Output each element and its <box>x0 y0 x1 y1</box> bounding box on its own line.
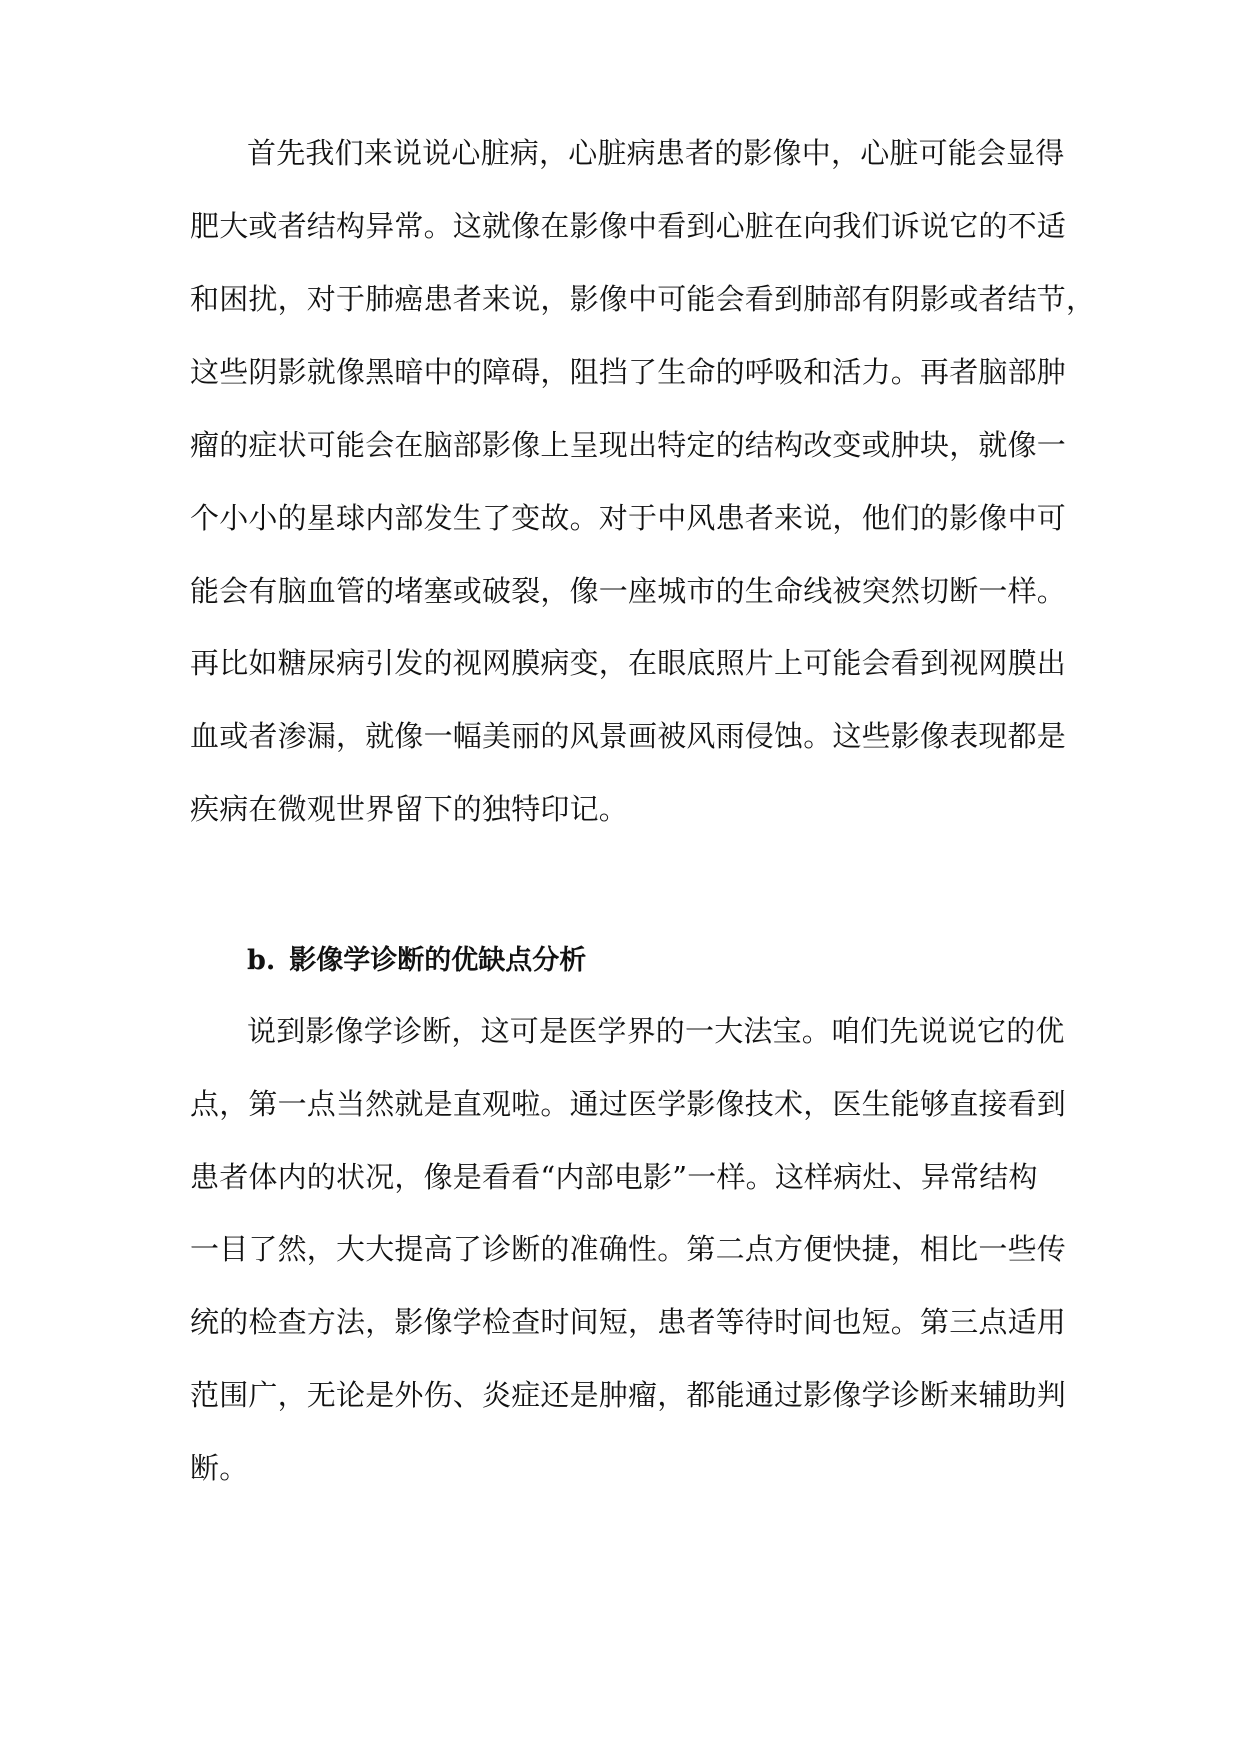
paragraph-line: 一目了然，大大提高了诊断的准确性。第二点方便快捷，相比一些传 <box>190 1232 1067 1266</box>
paragraph-line: 再比如糖尿病引发的视网膜病变，在眼底照片上可能会看到视网膜出 <box>190 646 1067 680</box>
paragraph-line: 疾病在微观世界留下的独特印记。 <box>190 792 629 826</box>
paragraph-line: 说到影像学诊断，这可是医学界的一大法宝。咱们先说说它的优 <box>247 1014 1065 1048</box>
paragraph-line: 肥大或者结构异常。这就像在影像中看到心脏在向我们诉说它的不适 <box>190 209 1067 243</box>
paragraph-line: 首先我们来说说心脏病，心脏病患者的影像中，心脏可能会显得 <box>247 136 1065 170</box>
paragraph-line: 统的检查方法，影像学检查时间短，患者等待时间也短。第三点适用 <box>190 1305 1067 1339</box>
paragraph-line: 范围广，无论是外伤、炎症还是肿瘤，都能通过影像学诊断来辅助判 <box>190 1378 1067 1412</box>
paragraph-line: 点，第一点当然就是直观啦。通过医学影像技术，医生能够直接看到 <box>190 1087 1067 1121</box>
paragraph-line: 能会有脑血管的堵塞或破裂，像一座城市的生命线被突然切断一样。 <box>190 574 1067 608</box>
section-number: b. <box>247 945 276 976</box>
paragraph-line: 这些阴影就像黑暗中的障碍，阻挡了生命的呼吸和活力。再者脑部肿 <box>190 355 1067 389</box>
paragraph-line: 瘤的症状可能会在脑部影像上呈现出特定的结构改变或肿块，就像一 <box>190 428 1067 462</box>
paragraph-line: 断。 <box>190 1451 249 1485</box>
paragraph-line: 和困扰，对于肺癌患者来说，影像中可能会看到肺部有阴影或者结节， <box>190 282 1096 316</box>
section-title: 影像学诊断的优缺点分析 <box>289 945 587 976</box>
section-heading <box>247 941 586 981</box>
paragraph-line: 患者体内的状况，像是看看“内部电影”一样。这样病灶、异常结构 <box>190 1160 1038 1194</box>
paragraph-line: 血或者渗漏，就像一幅美丽的风景画被风雨侵蚀。这些影像表现都是 <box>190 719 1067 753</box>
paragraph-line: 个小小的星球内部发生了变故。对于中风患者来说，他们的影像中可 <box>190 501 1067 535</box>
